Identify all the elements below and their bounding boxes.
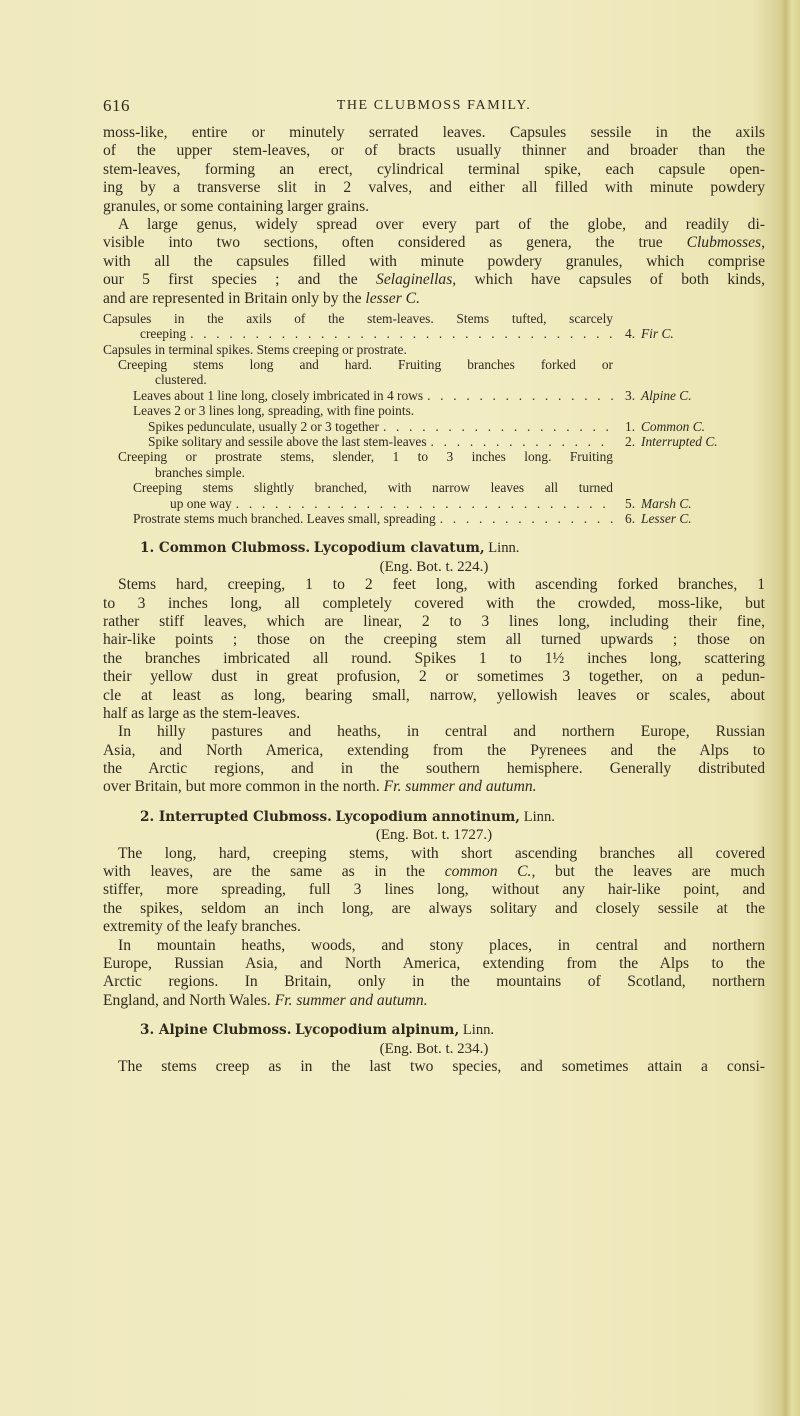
text-line — [103, 705, 765, 723]
paragraph — [103, 723, 765, 797]
text-run: England, and North Wales. — [103, 991, 275, 1009]
key-text — [118, 449, 613, 464]
text-run: extremity of the leafy branches. — [103, 918, 301, 936]
dot-leader — [190, 326, 613, 341]
text-run: Europe, Russian Asia, and North America, extending from the Alps to the — [103, 954, 765, 972]
species-section — [103, 539, 765, 796]
page-number: 616 — [103, 96, 130, 115]
text-line — [103, 179, 765, 197]
text-run: visible into two sections, often considered as genera, the true — [103, 234, 687, 252]
key-description: Prostrate stems much branched. Leaves small, spreading — [133, 510, 436, 526]
text-line — [103, 778, 765, 796]
text-line — [103, 723, 765, 741]
text-run: A large genus, widely spread over every part of the globe, and readily di- — [118, 215, 765, 233]
key-text — [170, 496, 613, 511]
text-line — [103, 576, 765, 594]
text-run: cle at least as long, bearing small, narrow, yellowish leaves or scales, about — [103, 686, 765, 704]
key-description: clustered. — [155, 372, 207, 388]
text-line — [103, 1058, 765, 1076]
page-body — [103, 124, 765, 1076]
text-line — [103, 142, 765, 160]
species-latin-name: Lycopodium alpinum, — [295, 1022, 460, 1039]
text-run: our 5 first species ; and the — [103, 271, 377, 289]
text-line — [103, 216, 765, 234]
key-entry — [103, 480, 765, 511]
text-run: half as large as the stem-leaves. — [103, 704, 301, 722]
key-description: Leaves 2 or 3 lines long, spreading, with fine points. — [133, 403, 415, 419]
key-line — [103, 311, 765, 326]
species-reference: (Eng. Bot. t. 234.) — [379, 1040, 489, 1057]
key-line — [103, 511, 765, 526]
paragraph — [103, 124, 765, 216]
key-description: Spikes pedunculate, usually 2 or 3 together — [148, 418, 379, 434]
text-line — [103, 955, 765, 973]
italic-text: Fr. summer and autumn. — [274, 991, 428, 1009]
paragraph — [103, 216, 765, 308]
italic-text: Fr. summer and autumn. — [383, 778, 537, 796]
text-run: The long, hard, creeping stems, with short ascending branches all covered — [118, 844, 765, 862]
text-line — [103, 234, 765, 252]
text-run: Arctic regions. In Britain, only in the mountains of Scotland, northern — [103, 973, 765, 991]
paragraph — [103, 1058, 765, 1076]
key-line — [103, 357, 765, 372]
species-latin-name: Lycopodium annotinum, — [335, 808, 521, 825]
dot-leader — [236, 496, 613, 511]
text-run: The stems creep as in the last two species, and sometimes attain a consi- — [118, 1057, 765, 1075]
italic-text: Selaginellas, — [376, 271, 457, 289]
species-authority: Linn. — [462, 1022, 495, 1039]
text-line — [103, 992, 765, 1010]
key-species-number: 6. — [625, 510, 636, 526]
key-entry — [103, 449, 765, 480]
species-common-name: 1. Common Clubmoss. — [140, 540, 311, 557]
text-line — [103, 845, 765, 863]
key-line — [103, 480, 765, 495]
species-authority: Linn. — [488, 540, 520, 557]
key-entry — [103, 311, 765, 342]
species-reference: (Eng. Bot. t. 224.) — [379, 558, 489, 575]
key-text — [133, 511, 613, 526]
text-run: stiffer, more spreading, full 3 lines long, without any hair-like point, and — [103, 881, 765, 899]
species-latin-name: Lycopodium clavatum, — [313, 540, 485, 557]
text-run: to 3 inches long, all completely covered with the crowded, moss-like, but — [103, 594, 765, 612]
key-text — [103, 342, 613, 357]
text-line — [103, 973, 765, 991]
key-text — [148, 419, 613, 434]
text-line — [103, 613, 765, 631]
text-line — [103, 742, 765, 760]
key-description: Spike solitary and sessile above the last stem-leaves — [148, 434, 427, 450]
species-authority: Linn. — [523, 808, 555, 825]
text-line — [103, 918, 765, 936]
key-description: Creeping stems long and hard. Fruiting branches forked or — [118, 357, 613, 373]
text-line — [103, 881, 765, 899]
text-run: Stems hard, creeping, 1 to 2 feet long, with ascending forked branches, 1 — [118, 576, 765, 594]
key-species-name: Fir C. — [641, 326, 674, 342]
key-text — [148, 434, 613, 449]
text-line — [103, 937, 765, 955]
key-species-number: 1. — [625, 418, 636, 434]
key-text — [103, 311, 613, 326]
key-text — [133, 388, 613, 403]
key-description: Capsules in the axils of the stem-leaves. Stems tufted, scarcely — [103, 310, 613, 326]
key-entry — [103, 434, 765, 449]
key-text — [118, 357, 613, 372]
italic-text: Clubmosses, — [686, 234, 765, 252]
running-header — [103, 96, 765, 120]
key-species-name: Interrupted C. — [641, 434, 718, 450]
text-run: rather stiff leaves, which are linear, 2 to 3 lines long, including their fine, — [103, 612, 765, 630]
text-run: but the leaves are much — [535, 863, 765, 881]
dot-leader — [383, 419, 613, 434]
text-run: over Britain, but more common in the north. — [103, 778, 384, 796]
key-description: Creeping stems slightly branched, with narrow leaves all turned — [133, 480, 613, 496]
key-species-number: 2. — [625, 434, 636, 450]
key-description: creeping — [140, 326, 187, 342]
text-line — [103, 290, 765, 308]
text-run: hair-like points ; those on the creeping stem all turned upwards ; those on — [103, 631, 765, 649]
key-entry — [103, 342, 765, 357]
text-run: the Arctic regions, and in the southern hemisphere. Generally distributed — [103, 760, 765, 778]
text-line — [103, 631, 765, 649]
species-heading — [103, 539, 765, 557]
key-entry — [103, 419, 765, 434]
key-text — [140, 326, 613, 341]
italic-text: common C., — [444, 863, 536, 881]
paragraph — [103, 937, 765, 1011]
species-key — [103, 311, 765, 526]
key-species-name: Alpine C. — [641, 387, 692, 403]
key-species-number: 4. — [625, 326, 636, 342]
text-line — [103, 650, 765, 668]
key-entry — [103, 357, 765, 388]
key-description: Creeping or prostrate stems, slender, 1 to 3 inches long. Fruiting — [118, 449, 613, 465]
key-description: Capsules in terminal spikes. Stems creeping or prostrate. — [103, 341, 407, 357]
species-common-name: 3. Alpine Clubmoss. — [140, 1022, 292, 1039]
dot-leader — [440, 511, 613, 526]
text-run: In hilly pastures and heaths, in central and northern Europe, Russian — [118, 723, 765, 741]
key-species-number: 5. — [625, 495, 636, 511]
text-run: with all the capsules filled with minute powdery granules, which comprise — [103, 252, 765, 270]
species-heading — [103, 808, 765, 826]
key-description: up one way — [170, 495, 232, 511]
text-run: Asia, and North America, extending from the Pyrenees and the Alps to — [103, 741, 765, 759]
key-text — [155, 465, 613, 480]
species-common-name: 2. Interrupted Clubmoss. — [140, 808, 332, 825]
key-line — [103, 388, 765, 403]
species-section — [103, 808, 765, 1010]
text-run: granules, or some containing larger grains. — [103, 197, 370, 215]
text-line — [103, 198, 765, 216]
dot-leader — [431, 434, 613, 449]
text-line — [103, 687, 765, 705]
text-line — [103, 595, 765, 613]
text-run: their yellow dust in great profusion, 2 or sometimes 3 together, on a pedun- — [103, 668, 765, 686]
key-text — [133, 480, 613, 495]
key-description: Leaves about 1 line long, closely imbricated in 4 rows — [133, 387, 424, 403]
text-run: the branches imbricated all round. Spikes 1 to 1½ inches long, scattering — [103, 649, 765, 667]
key-species-number: 3. — [625, 387, 636, 403]
key-entry — [103, 511, 765, 526]
text-run: moss-like, entire or minutely serrated leaves. Capsules sessile in the axils — [103, 124, 765, 141]
text-line — [103, 271, 765, 289]
text-run: ing by a transverse slit in 2 valves, and either all filled with minute powdery — [103, 179, 765, 197]
text-line — [103, 124, 765, 142]
key-text — [133, 403, 613, 418]
key-line — [103, 434, 765, 449]
text-run: In mountain heaths, woods, and stony places, in central and northern — [118, 936, 765, 954]
text-line — [103, 253, 765, 271]
key-entry — [103, 388, 765, 403]
key-text — [155, 372, 613, 387]
dot-leader — [427, 388, 613, 403]
text-run: the spikes, seldom an inch long, are always solitary and closely sessile at the — [103, 899, 765, 917]
paragraph — [103, 576, 765, 723]
key-species-name: Marsh C. — [641, 495, 692, 511]
key-line — [103, 403, 765, 418]
running-title: THE CLUBMOSS FAMILY. — [336, 98, 532, 113]
key-species-name: Lesser C. — [641, 510, 692, 526]
key-line — [103, 342, 765, 357]
key-line — [103, 465, 765, 480]
text-line — [103, 161, 765, 179]
text-line — [103, 863, 765, 881]
text-run: and are represented in Britain only by the — [103, 289, 366, 307]
key-line — [103, 326, 765, 341]
species-reference: (Eng. Bot. t. 1727.) — [375, 827, 493, 844]
species-heading — [103, 1021, 765, 1039]
text-run: of the upper stem-leaves, or of bracts usually thinner and broader than the — [103, 142, 765, 160]
key-description: branches simple. — [155, 464, 245, 480]
key-entry — [103, 403, 765, 418]
text-run: stem-leaves, forming an erect, cylindrical terminal spike, each capsule open- — [103, 160, 765, 178]
key-line — [103, 496, 765, 511]
key-line — [103, 449, 765, 464]
paragraph — [103, 845, 765, 937]
text-line — [103, 668, 765, 686]
key-line — [103, 372, 765, 387]
text-run: which have capsules of both kinds, — [456, 271, 766, 289]
text-line — [103, 900, 765, 918]
italic-text: lesser C. — [365, 289, 420, 307]
key-line — [103, 419, 765, 434]
text-run: with leaves, are the same as in the — [103, 863, 445, 881]
species-section — [103, 1021, 765, 1076]
intro-text — [103, 124, 765, 308]
text-line — [103, 760, 765, 778]
key-species-name: Common C. — [641, 418, 705, 434]
